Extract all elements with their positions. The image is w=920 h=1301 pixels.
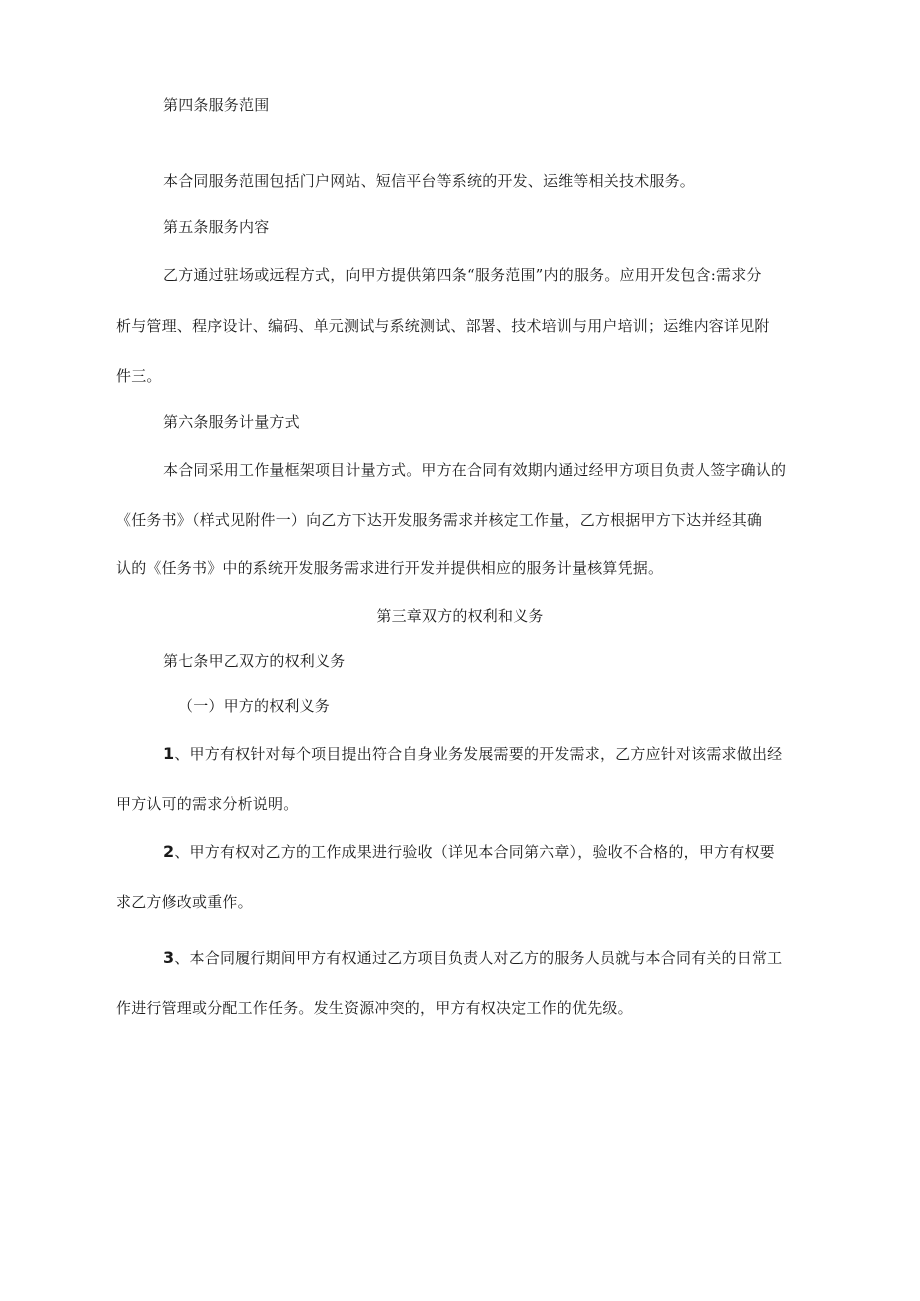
item-1-text: 、甲方有权针对每个项目提出符合自身业务发展需要的开发需求，乙方应针对该需求做出经 — [174, 745, 783, 763]
article-6-body-line-2: 《任务书》（样式见附件一）向乙方下达开发服务需求并核定工作量，乙方根据甲方下达并经其确 — [116, 511, 763, 529]
item-1-line-2: 甲方认可的需求分析说明。 — [116, 795, 299, 813]
item-1-line-1 — [163, 744, 782, 764]
item-3-number: 3 — [163, 948, 175, 967]
item-3-line-2: 作进行管理或分配工作任务。发生资源冲突的，甲方有权决定工作的优先级。 — [116, 999, 633, 1017]
item-2-number: 2 — [163, 842, 175, 861]
article-4-title: 第四条服务范围 — [163, 96, 270, 114]
article-5-body-line-3: 件三。 — [116, 367, 162, 385]
item-1-number: 1 — [163, 744, 175, 763]
article-7-title: 第七条甲乙双方的权利义务 — [163, 652, 346, 670]
article-6-body-line-1: 本合同采用工作量框架项目计量方式。甲方在合同有效期内通过经甲方项目负责人签字确认的 — [163, 461, 787, 479]
item-3-line-1 — [163, 948, 782, 968]
subsection-1-title: （一）甲方的权利义务 — [178, 697, 331, 715]
item-2-line-1 — [163, 842, 775, 862]
article-4-body: 本合同服务范围包括门户网站、短信平台等系统的开发、运维等相关技术服务。 — [163, 172, 696, 190]
chapter-3-title: 第三章双方的权利和义务 — [376, 607, 544, 625]
item-2-line-2: 求乙方修改或重作。 — [116, 893, 253, 911]
article-6-title: 第六条服务计量方式 — [163, 413, 300, 431]
item-2-text: 、甲方有权对乙方的工作成果进行验收（详见本合同第六章），验收不合格的，甲方有权要 — [174, 843, 775, 861]
article-5-body-line-1: 乙方通过驻场或远程方式，向甲方提供第四条“服务范围”内的服务。应用开发包含:需求分 — [163, 266, 762, 284]
article-5-title: 第五条服务内容 — [163, 218, 270, 236]
article-6-body-line-3: 认的《任务书》中的系统开发服务需求进行开发并提供相应的服务计量核算凭据。 — [116, 559, 664, 577]
article-5-body-line-2: 析与管理、程序设计、编码、单元测试与系统测试、部署、技术培训与用户培训；运维内容详见附 — [116, 317, 770, 335]
item-3-text: 、本合同履行期间甲方有权通过乙方项目负责人对乙方的服务人员就与本合同有关的日常工 — [174, 949, 783, 967]
